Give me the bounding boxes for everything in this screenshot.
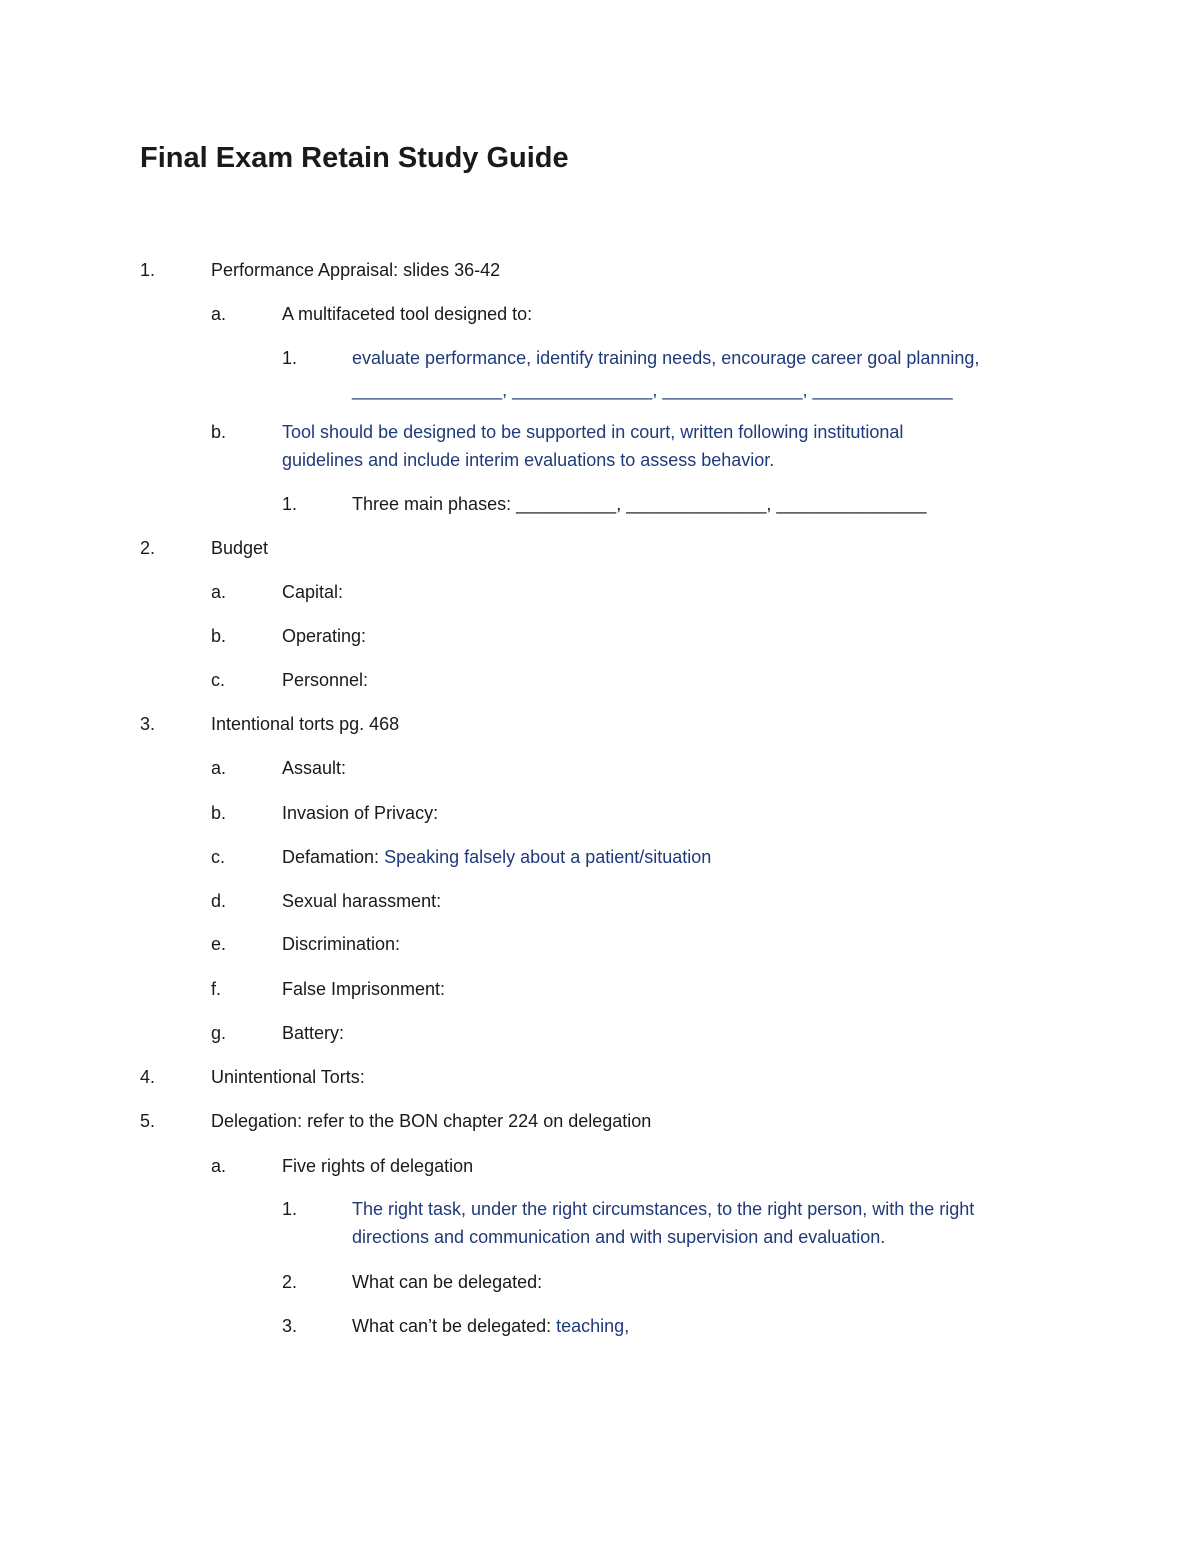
list-item-five-rights: Five rights of delegation (282, 1156, 474, 1176)
list-marker: 3. (282, 1316, 298, 1336)
list-marker: a. (211, 582, 227, 602)
list-marker: 3. (140, 714, 156, 734)
list-marker: 5. (140, 1111, 156, 1131)
list-item-tool-purposes: evaluate performance, identify training needs, encourage career goal planning, (352, 348, 980, 368)
list-item-tool-purposes-blanks: _______________, ______________, ______________, ______________ (352, 380, 953, 400)
list-marker: g. (211, 1023, 227, 1043)
list-marker: 1. (282, 348, 298, 368)
list-item-defamation (282, 843, 711, 871)
list-marker: 1. (282, 494, 298, 514)
list-item-intentional-torts: Intentional torts pg. 468 (211, 714, 400, 734)
list-marker: b. (211, 422, 227, 442)
list-item-personnel: Personnel: (282, 670, 369, 690)
list-item-cannot-be-delegated (352, 1312, 629, 1340)
list-marker: 2. (282, 1272, 298, 1292)
list-item-performance-appraisal: Performance Appraisal: slides 36-42 (211, 260, 501, 280)
defamation-label: Defamation: (282, 847, 385, 867)
list-item-multifaceted-tool: A multifaceted tool designed to: (282, 304, 533, 324)
list-marker: d. (211, 891, 227, 911)
list-marker: 4. (140, 1067, 156, 1087)
list-item-discrimination: Discrimination: (282, 934, 401, 954)
list-item-delegation: Delegation: refer to the BON chapter 224 on delegation (211, 1111, 652, 1131)
list-item-battery: Battery: (282, 1023, 345, 1043)
list-marker: c. (211, 670, 226, 690)
list-marker: 1. (140, 260, 156, 280)
page-title: Final Exam Retain Study Guide (140, 142, 569, 174)
list-marker: a. (211, 1156, 227, 1176)
list-item-budget: Budget (211, 538, 269, 558)
list-marker: a. (211, 304, 227, 324)
list-item-tool-design-cont: guidelines and include interim evaluations to assess behavior. (282, 450, 775, 470)
list-marker: b. (211, 803, 227, 823)
list-marker: b. (211, 626, 227, 646)
list-marker: a. (211, 758, 227, 778)
cannot-delegate-answer: teaching, (556, 1316, 630, 1336)
list-item-operating: Operating: (282, 626, 367, 646)
list-marker: e. (211, 934, 227, 954)
list-item-false-imprisonment: False Imprisonment: (282, 979, 446, 999)
list-item-unintentional-torts: Unintentional Torts: (211, 1067, 365, 1087)
list-item-three-phases: Three main phases: __________, ______________, _______________ (352, 494, 927, 514)
list-item-sexual-harassment: Sexual harassment: (282, 891, 442, 911)
list-marker: f. (211, 979, 222, 999)
list-marker: 2. (140, 538, 156, 558)
list-item-rights-answer-cont: directions and communication and with supervision and evaluation. (352, 1227, 886, 1247)
list-marker: 1. (282, 1199, 298, 1219)
list-item-rights-answer: The right task, under the right circumstances, to the right person, with the right (352, 1199, 975, 1219)
list-item-assault: Assault: (282, 758, 347, 778)
defamation-answer: Speaking falsely about a patient/situation (384, 847, 712, 867)
list-item-tool-design: Tool should be designed to be supported in court, written following institutional (282, 422, 904, 442)
list-marker: c. (211, 847, 226, 867)
list-item-invasion-of-privacy: Invasion of Privacy: (282, 803, 439, 823)
cannot-delegate-label: What can’t be delegated: (352, 1316, 557, 1336)
list-item-capital: Capital: (282, 582, 344, 602)
list-item-can-be-delegated: What can be delegated: (352, 1272, 543, 1292)
